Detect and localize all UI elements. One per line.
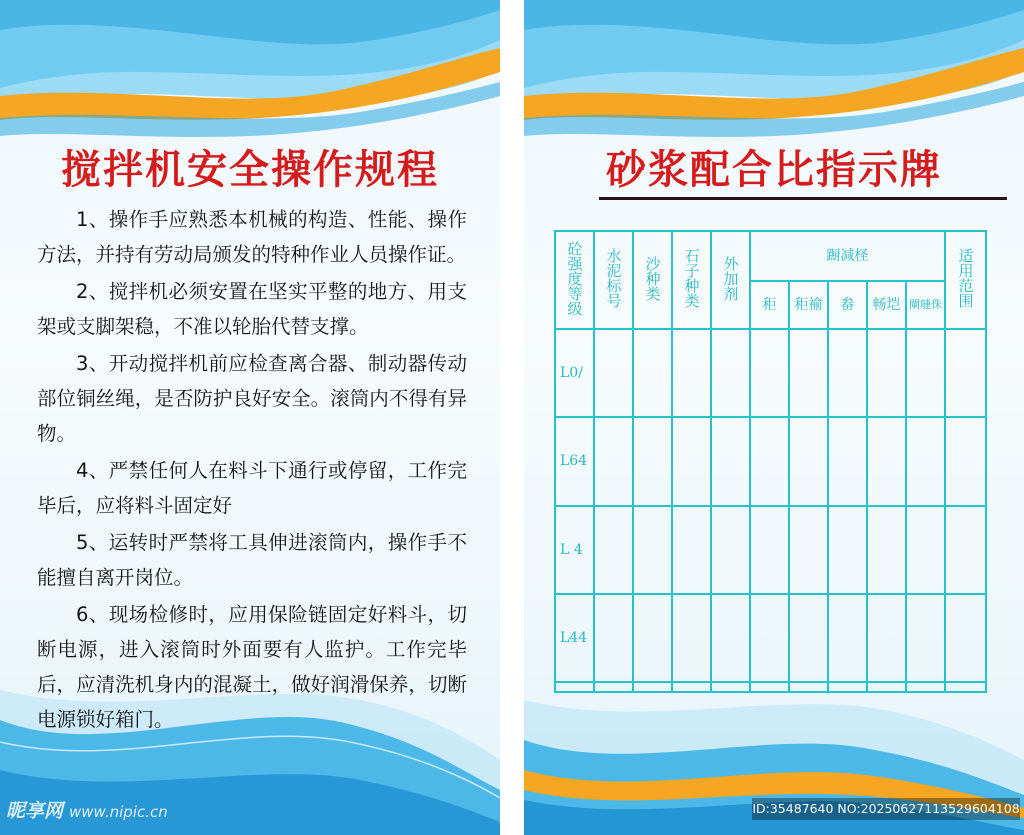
table-cell <box>750 506 789 594</box>
table-cell <box>945 682 986 692</box>
header-admixture: 外加剂 <box>711 231 750 329</box>
grade-cell: L44 <box>555 594 594 682</box>
table-cell <box>594 594 633 682</box>
header-sub-column: 閘嗹侏 <box>906 281 945 329</box>
grade-cell: L64 <box>555 417 594 505</box>
mix-ratio-board <box>524 0 1024 835</box>
table-cell <box>906 682 945 692</box>
rule-item: 6、现场检修时，应用保险链固定好料斗，切断电源，进入滚筒时外面要有人监护。工作完毕后，应清洗机身内的混凝土，做好润滑保养，切断电源锁好箱门。 <box>37 603 467 731</box>
table-cell <box>789 506 828 594</box>
table-cell <box>789 417 828 505</box>
table-cell <box>867 506 906 594</box>
rule-item: 5、运转时严禁将工具伸进滚筒内，操作手不能擅自离开岗位。 <box>37 531 467 589</box>
grade-cell: L0/ <box>555 329 594 417</box>
table-cell <box>594 682 633 692</box>
table-cell <box>672 417 711 505</box>
table-cell <box>633 417 672 505</box>
header-cement: 水泥标号 <box>594 231 633 329</box>
header-scope: 适用范围 <box>945 231 986 329</box>
safety-rules-board <box>0 0 500 835</box>
table-cell <box>711 506 750 594</box>
rule-item: 2、搅拌机必须安置在坚实平整的地方、用支架或支脚架稳，不准以轮胎代替支撑。 <box>37 280 467 338</box>
table-cell <box>633 506 672 594</box>
table-row <box>555 594 986 682</box>
table-cell <box>594 329 633 417</box>
table-cell <box>750 682 789 692</box>
table-cell <box>789 594 828 682</box>
header-sand: 沙种类 <box>633 231 672 329</box>
table-row <box>555 682 986 692</box>
header-mix-group: 蹰减柽 <box>750 231 945 281</box>
header-sub-column: 秬 <box>750 281 789 329</box>
rule-item: 1、操作手应熟悉本机械的构造、性能、操作方法，并持有劳动局颁发的特种作业人员操作证。 <box>37 208 467 266</box>
table-cell <box>789 682 828 692</box>
table-cell <box>750 594 789 682</box>
header-stone: 石子种类 <box>672 231 711 329</box>
rule-item: 4、严禁任何人在料斗下通行或停留，工作完毕后，应将料斗固定好 <box>37 459 467 517</box>
table-cell <box>867 329 906 417</box>
safety-rules-list <box>37 202 467 739</box>
table-cell <box>711 594 750 682</box>
mix-ratio-title: 砂浆配合比指示牌 <box>606 147 942 193</box>
table-cell <box>945 329 986 417</box>
table-cell <box>828 417 867 505</box>
rule-item: 3、开动搅拌机前应检查离合器、制动器传动部位铜丝绳，是否防护良好安全。滚筒内不得有异物。 <box>37 352 467 445</box>
table-cell <box>867 594 906 682</box>
image-id-watermark: ID:35487640 NO:20250627113529604108 <box>752 798 1020 820</box>
table-cell <box>828 682 867 692</box>
table-cell <box>672 594 711 682</box>
safety-rules-title: 搅拌机安全操作规程 <box>61 146 439 193</box>
table-cell <box>945 506 986 594</box>
board-separator <box>500 0 524 835</box>
mix-ratio-table <box>554 230 987 693</box>
table-row <box>555 329 986 417</box>
table-cell <box>633 329 672 417</box>
table-cell <box>711 682 750 692</box>
table-cell <box>750 417 789 505</box>
table-cell <box>672 329 711 417</box>
table-cell <box>594 506 633 594</box>
table-row <box>555 417 986 505</box>
table-cell <box>945 417 986 505</box>
table-cell <box>633 682 672 692</box>
table-row <box>555 506 986 594</box>
table-cell <box>945 594 986 682</box>
title-underline <box>599 197 1007 200</box>
table-cell <box>828 329 867 417</box>
table-cell <box>750 329 789 417</box>
header-sub-column: 畚 <box>828 281 867 329</box>
table-cell <box>828 594 867 682</box>
grade-cell <box>555 682 594 692</box>
header-sub-column: 畅垲 <box>867 281 906 329</box>
table-cell <box>867 682 906 692</box>
table-cell <box>906 417 945 505</box>
table-cell <box>789 329 828 417</box>
table-cell <box>906 329 945 417</box>
table-cell <box>867 417 906 505</box>
table-cell <box>906 506 945 594</box>
header-sub-column: 秬褕 <box>789 281 828 329</box>
table-cell <box>633 594 672 682</box>
grade-cell: L 4 <box>555 506 594 594</box>
table-cell <box>672 682 711 692</box>
table-cell <box>906 594 945 682</box>
site-logo-text: 昵享网 <box>6 800 64 822</box>
table-cell <box>828 506 867 594</box>
table-cell <box>672 506 711 594</box>
table-cell <box>711 417 750 505</box>
table-cell <box>594 417 633 505</box>
site-watermark-logo <box>6 796 168 823</box>
table-cell <box>711 329 750 417</box>
site-url-text: www.nipic.cn <box>69 803 168 821</box>
header-grade: 砼强度等级 <box>555 231 594 329</box>
